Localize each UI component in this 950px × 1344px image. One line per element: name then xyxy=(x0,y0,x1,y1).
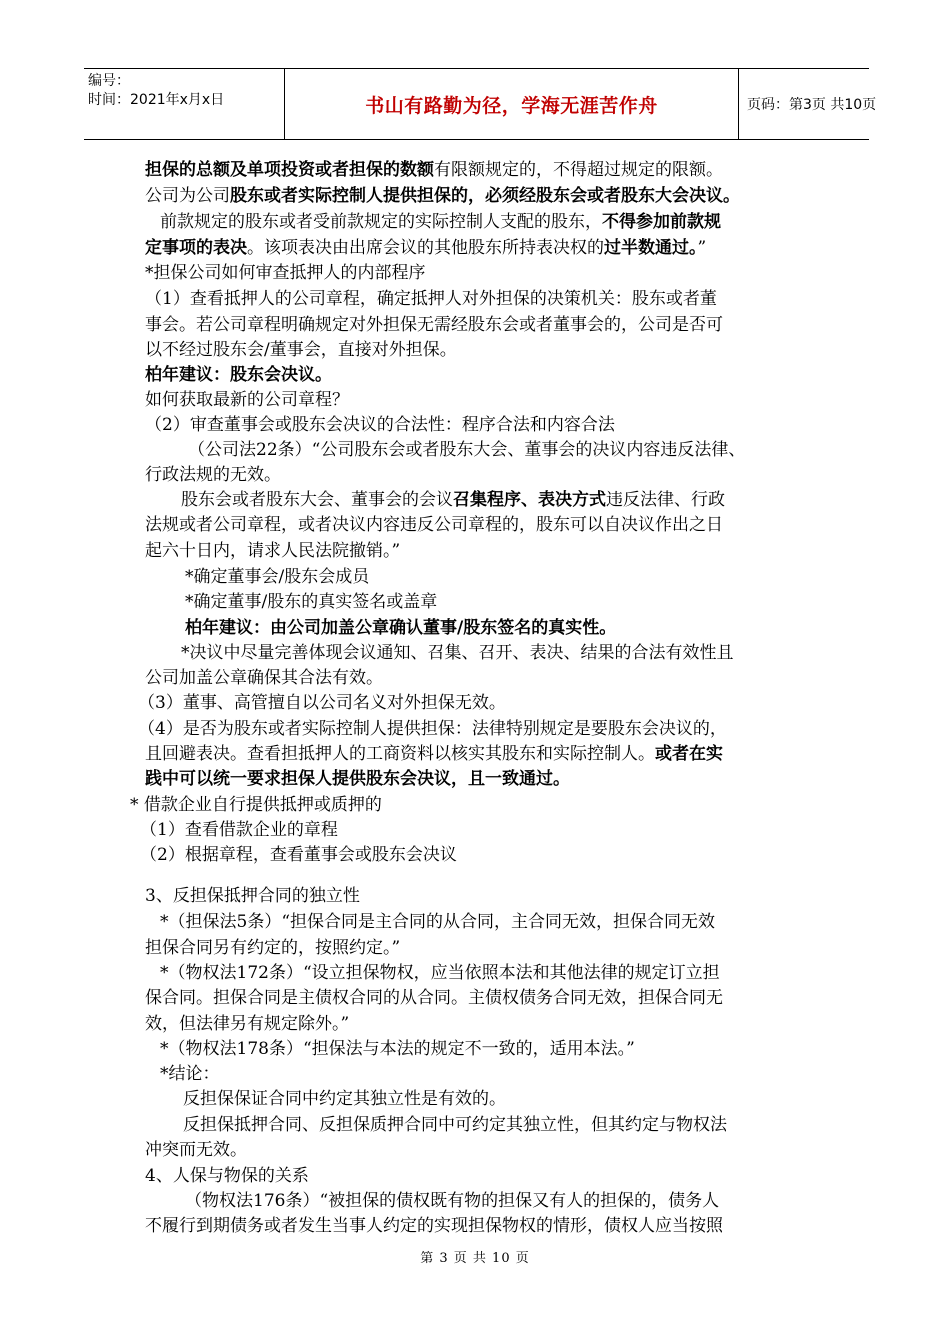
text-run: 公司为公司 xyxy=(145,186,230,206)
text-run: （2）审查董事会或股东会决议的合法性：程序合法和内容合法 xyxy=(145,415,615,435)
text-line xyxy=(145,463,281,487)
header-motto-cell xyxy=(284,69,739,139)
text-line xyxy=(185,1189,719,1213)
text-line xyxy=(145,1214,723,1238)
bold-text: 或者在实 xyxy=(655,744,723,764)
bold-text: 担保的总额及单项投资或者担保的数额 xyxy=(145,160,434,180)
text-line xyxy=(145,1164,309,1188)
bold-text: 定事项的表决 xyxy=(145,238,247,258)
bold-text: 股东或者实际控制人提供担保的，必须经股东会或者股东大会决议。 xyxy=(230,186,740,206)
text-run: 法规或者公司章程，或者决议内容违反公司章程的，股东可以自决议作出之日 xyxy=(145,515,723,535)
text-line xyxy=(138,717,727,741)
text-line xyxy=(185,565,369,589)
text-line xyxy=(185,590,437,614)
text-run: 公司加盖公章确保其合法有效。 xyxy=(145,668,383,688)
date-label: 时间：2021年x月x日 xyxy=(88,92,225,108)
text-line xyxy=(145,388,349,412)
text-line xyxy=(145,184,740,208)
text-line xyxy=(185,616,616,640)
text-run: *（物权法178条）“担保法与本法的规定不一致的，适用本法。” xyxy=(160,1039,635,1059)
text-line xyxy=(145,313,723,337)
text-run: 反担保保证合同中约定其独立性是有效的。 xyxy=(183,1089,506,1109)
text-run: 不履行到期债务或者发生当事人约定的实现担保物权的情形，债权人应当按照 xyxy=(145,1216,723,1236)
text-run: *确定董事会/股东会成员 xyxy=(185,567,370,587)
text-run: 股东会或者股东大会、董事会的会议 xyxy=(181,490,453,510)
text-line xyxy=(181,488,725,512)
text-line xyxy=(145,513,723,537)
text-line xyxy=(138,691,506,715)
text-run: 以不经过股东会/董事会，直接对外担保。 xyxy=(145,340,457,360)
text-line xyxy=(145,742,723,766)
text-run: *结论： xyxy=(160,1064,220,1084)
text-run: （公司法22条）“公司股东会或者股东大会、董事会的决议内容违反法律、 xyxy=(188,440,746,460)
text-run: *确定董事/股东的真实签名或盖章 xyxy=(185,592,438,612)
bold-text: 不得参加前款规 xyxy=(602,212,721,232)
text-line xyxy=(130,793,382,817)
page-info: 页码：第3页 共10页 xyxy=(747,97,877,113)
page-footer: 第 3 页 共 10 页 xyxy=(420,1251,530,1266)
text-run: （3）董事、高管擅自以公司名义对外担保无效。 xyxy=(138,693,506,713)
text-line xyxy=(160,961,720,985)
bold-text: 过半数通过。 xyxy=(604,238,698,258)
text-line xyxy=(145,767,570,791)
text-run: （4）是否为股东或者实际控制人提供担保：法律特别规定是要股东会决议的， xyxy=(138,719,727,739)
text-line xyxy=(145,413,615,437)
text-run: 前款规定的股东或者受前款规定的实际控制人支配的股东， xyxy=(160,212,602,232)
text-line xyxy=(183,1087,506,1111)
text-run: 反担保抵押合同、反担保质押合同中可约定其独立性，但其约定与物权法 xyxy=(183,1115,727,1135)
text-line xyxy=(145,287,717,311)
text-run: 且回避表决。查看担抵押人的工商资料以核实其股东和实际控制人。 xyxy=(145,744,655,764)
text-run: （1）查看借款企业的章程 xyxy=(140,820,338,840)
text-line xyxy=(145,363,332,387)
text-line xyxy=(181,641,734,665)
text-run: 冲突而无效。 xyxy=(145,1140,247,1160)
text-line xyxy=(188,438,745,462)
text-line xyxy=(160,1062,220,1086)
text-run: 如何获取最新的公司章程？ xyxy=(145,390,349,410)
text-run: 保合同。担保合同是主债权合同的从合同。主债权债务合同无效，担保合同无 xyxy=(145,988,723,1008)
text-line xyxy=(145,539,400,563)
text-run: ” xyxy=(697,238,707,258)
text-line xyxy=(160,910,715,934)
text-run: * 借款企业自行提供抵押或质押的 xyxy=(130,795,382,815)
text-line xyxy=(140,843,457,867)
bold-text: 召集程序、表决方式 xyxy=(453,490,606,510)
text-line xyxy=(145,261,426,285)
text-run: 违反法律、行政 xyxy=(606,490,725,510)
text-line xyxy=(145,986,723,1010)
motto-text: 书山有路勤为径，学海无涯苦作舟 xyxy=(365,94,658,117)
header-left-cell xyxy=(84,69,284,139)
number-label: 编号： xyxy=(88,73,130,89)
text-line xyxy=(160,210,721,234)
text-line xyxy=(145,1138,247,1162)
text-run: 3、反担保抵押合同的独立性 xyxy=(145,886,360,906)
text-line xyxy=(160,1037,635,1061)
bold-text: 践中可以统一要求担保人提供股东会决议，且一致通过。 xyxy=(145,769,570,789)
text-run: *（担保法5条）“担保合同是主合同的从合同，主合同无效，担保合同无效 xyxy=(160,912,716,932)
text-run: 担保合同另有约定的，按照约定。” xyxy=(145,938,401,958)
text-run: *担保公司如何审查抵押人的内部程序 xyxy=(145,263,426,283)
text-run: *（物权法172条）“设立担保物权，应当依照本法和其他法律的规定订立担 xyxy=(160,963,720,983)
bold-text: 柏年建议：股东会决议。 xyxy=(145,365,332,385)
text-line xyxy=(145,936,400,960)
text-run: （2）根据章程，查看董事会或股东会决议 xyxy=(140,845,457,865)
page-header xyxy=(84,68,877,140)
text-line xyxy=(145,884,360,908)
text-run: （物权法176条）“被担保的债权既有物的担保又有人的担保的，债务人 xyxy=(185,1191,720,1211)
text-run: *决议中尽量完善体现会议通知、召集、召开、表决、结果的合法有效性且 xyxy=(181,643,734,663)
text-run: 行政法规的无效。 xyxy=(145,465,281,485)
bold-text: 柏年建议：由公司加盖公章确认董事/股东签名的真实性。 xyxy=(185,618,617,638)
header-page-info-cell xyxy=(739,69,877,139)
text-line xyxy=(145,236,706,260)
text-run: 有限额规定的，不得超过规定的限额。 xyxy=(434,160,723,180)
text-run: 。该项表决由出席会议的其他股东所持表决权的 xyxy=(247,238,604,258)
text-line xyxy=(183,1113,727,1137)
text-run: （1）查看抵押人的公司章程，确定抵押人对外担保的决策机关：股东或者董 xyxy=(145,289,717,309)
text-line xyxy=(145,1012,349,1036)
text-line xyxy=(145,338,457,362)
text-line xyxy=(145,158,723,182)
text-run: 起六十日内，请求人民法院撤销。” xyxy=(145,541,401,561)
text-line xyxy=(145,666,383,690)
text-run: 效，但法律另有规定除外。” xyxy=(145,1014,350,1034)
text-run: 事会。若公司章程明确规定对外担保无需经股东会或者董事会的，公司是否可 xyxy=(145,315,723,335)
text-line xyxy=(140,818,338,842)
text-run: 4、人保与物保的关系 xyxy=(145,1166,309,1186)
